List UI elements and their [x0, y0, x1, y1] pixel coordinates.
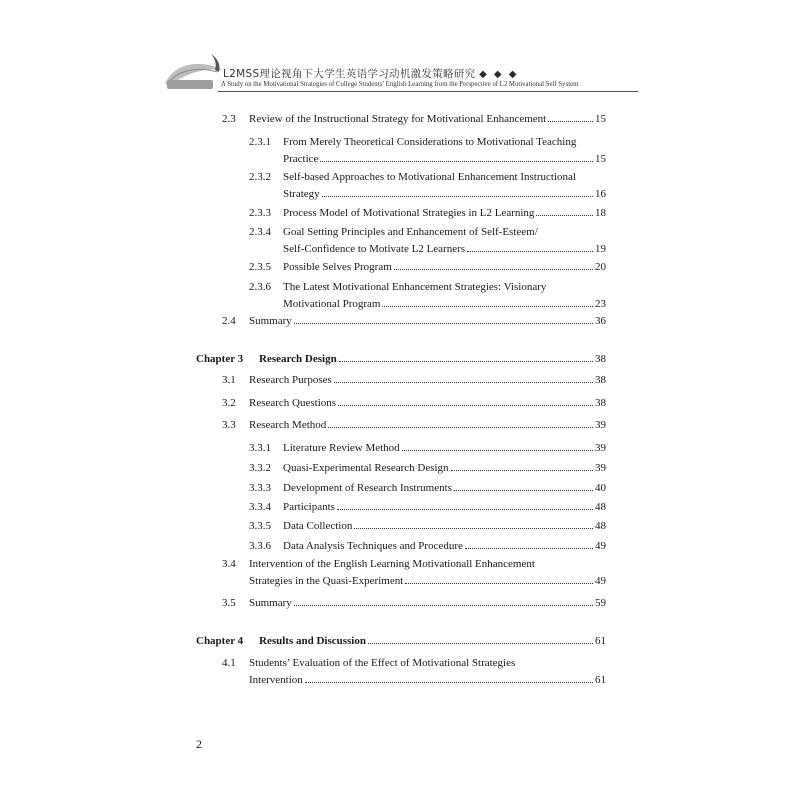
toc-chapter-entry [196, 351, 606, 368]
toc-dot-leader [305, 681, 593, 683]
toc-page-number: 49 [595, 540, 606, 552]
toc-number: 3.5 [222, 597, 236, 609]
toc-title: Participants [283, 501, 335, 513]
toc-entry [222, 595, 606, 612]
toc-dot-leader [394, 268, 593, 270]
toc-number: Chapter 3 [196, 353, 244, 365]
toc-line [249, 186, 606, 203]
toc-line [249, 279, 606, 296]
toc-page-number: 39 [595, 442, 606, 454]
toc-entry [222, 417, 606, 434]
toc-title: Review of the Instructional Strategy for Motivational Enhancement [249, 113, 547, 125]
toc-title: Process Model of Motivational Strategies in L2 Learning [283, 207, 535, 219]
toc-number: 3.3.1 [249, 442, 271, 454]
toc-number: 2.3.2 [249, 171, 271, 183]
header-title-cn-text: L2MSS理论视角下大学生英语学习动机激发策略研究 [223, 68, 476, 80]
toc-page-number: 39 [595, 419, 606, 431]
toc-number: 2.3.5 [249, 261, 271, 273]
toc-line [249, 205, 606, 222]
toc-entry [249, 440, 606, 457]
toc-dot-leader [451, 469, 593, 471]
toc-entry [249, 518, 606, 535]
toc-entry [222, 655, 606, 689]
toc-line [249, 460, 606, 477]
toc-entry [222, 556, 606, 590]
toc-line [249, 296, 606, 313]
toc-title: Data Collection [283, 520, 353, 532]
toc-line [249, 169, 606, 186]
toc-dot-leader [337, 508, 593, 510]
toc-line [222, 417, 606, 434]
toc-page-number: 18 [595, 207, 606, 219]
page-number: 2 [196, 737, 202, 751]
toc-line [249, 241, 606, 258]
toc-title: Results and Discussion [259, 635, 366, 647]
toc-page-number: 16 [595, 188, 606, 200]
toc-line [249, 499, 606, 516]
toc-line [249, 151, 606, 168]
toc-line [222, 655, 606, 672]
toc-dot-leader [402, 449, 593, 451]
toc-page-number: 15 [595, 153, 606, 165]
toc-line [249, 518, 606, 535]
toc-title: Data Analysis Techniques and Procedure [283, 540, 463, 552]
toc-dot-leader [294, 604, 593, 606]
toc-title: From Merely Theoretical Considerations to Motivational Teaching [283, 136, 577, 148]
toc-chapter-entry [196, 633, 606, 650]
toc-dot-leader [548, 120, 593, 122]
toc-page-number: 61 [595, 674, 606, 686]
toc-dot-leader [454, 489, 593, 491]
toc-line [249, 538, 606, 555]
toc-page-number: 23 [595, 298, 606, 310]
toc-line [249, 134, 606, 151]
toc-line [222, 372, 606, 389]
toc-title: Summary [249, 597, 292, 609]
toc-number: 2.3.6 [249, 281, 271, 293]
toc-dot-leader [368, 642, 593, 644]
toc-title: Intervention of the English Learning Motivationall Enhancement [249, 558, 535, 570]
toc-page-number: 20 [595, 261, 606, 273]
toc-title: Research Method [249, 419, 327, 431]
toc-line [249, 480, 606, 497]
toc-entry [249, 259, 606, 276]
toc-entry [249, 169, 606, 203]
toc-line [196, 351, 606, 368]
toc-dot-leader [465, 547, 593, 549]
toc-line [222, 556, 606, 573]
toc-dot-leader [536, 214, 593, 216]
toc-entry [249, 480, 606, 497]
toc-dot-leader [338, 404, 593, 406]
toc-number: 2.3.3 [249, 207, 271, 219]
toc-title: Possible Selves Program [283, 261, 392, 273]
toc-entry [222, 111, 606, 128]
toc-title: Intervention [249, 674, 303, 686]
toc-number: 3.4 [222, 558, 236, 570]
toc-dot-leader [294, 322, 593, 324]
toc-number: 3.1 [222, 374, 236, 386]
toc-title: Research Purposes [249, 374, 332, 386]
toc-dot-leader [467, 250, 593, 252]
toc-title: Self-Confidence to Motivate L2 Learners [283, 243, 466, 255]
toc-title: Self-based Approaches to Motivational Enhancement Instructional [283, 171, 576, 183]
toc-title: Development of Research Instruments [283, 482, 452, 494]
toc-dot-leader [339, 360, 593, 362]
toc-line [222, 595, 606, 612]
toc-page-number: 40 [595, 482, 606, 494]
toc-page-number: 61 [595, 635, 606, 647]
toc-entry [249, 205, 606, 222]
toc-line [249, 224, 606, 241]
toc-number: 2.4 [222, 315, 236, 327]
toc-entry [249, 460, 606, 477]
toc-entry [249, 134, 606, 168]
toc-line [222, 395, 606, 412]
toc-line [222, 313, 606, 330]
toc-title: Goal Setting Principles and Enhancement of Self-Esteem/ [283, 226, 538, 238]
toc-number: 2.3.1 [249, 136, 271, 148]
toc-number: 3.3.3 [249, 482, 271, 494]
toc-page-number: 38 [595, 397, 606, 409]
toc-page-number: 48 [595, 501, 606, 513]
toc-entry [249, 224, 606, 258]
toc-title: The Latest Motivational Enhancement Strategies: Visionary [283, 281, 547, 293]
toc-title: Research Questions [249, 397, 337, 409]
toc-page-number: 59 [595, 597, 606, 609]
toc-number: 3.3 [222, 419, 236, 431]
toc-entry [222, 372, 606, 389]
toc-entry [249, 538, 606, 555]
toc-number: 2.3.4 [249, 226, 271, 238]
toc-number: 3.3.2 [249, 462, 271, 474]
toc-line [222, 573, 606, 590]
toc-line [222, 672, 606, 689]
toc-title: Summary [249, 315, 292, 327]
toc-title: Quasi-Experimental Research Design [283, 462, 449, 474]
toc-line [249, 259, 606, 276]
toc-title: Students’ Evaluation of the Effect of Motivational Strategies [249, 657, 516, 669]
toc-number: 2.3 [222, 113, 236, 125]
toc-dot-leader [354, 527, 593, 529]
toc-dot-leader [334, 381, 593, 383]
toc-line [196, 633, 606, 650]
toc-entry [222, 313, 606, 330]
toc-entry [249, 499, 606, 516]
book-feather-logo-icon [163, 50, 227, 90]
toc-title: Research Design [259, 353, 337, 365]
toc-entry [222, 395, 606, 412]
toc-number: 3.3.5 [249, 520, 271, 532]
toc-line [249, 440, 606, 457]
toc-number: 3.2 [222, 397, 236, 409]
toc-page-number: 38 [595, 353, 606, 365]
toc-number: Chapter 4 [196, 635, 244, 647]
toc-title: Literature Review Method [283, 442, 400, 454]
toc-dot-leader [320, 160, 593, 162]
toc-page-number: 38 [595, 374, 606, 386]
header-divider [218, 91, 638, 92]
toc-title: Motivational Program [283, 298, 381, 310]
toc-title: Strategies in the Quasi-Experiment [249, 575, 404, 587]
toc-page-number: 19 [595, 243, 606, 255]
toc-page-number: 15 [595, 113, 606, 125]
toc-number: 3.3.6 [249, 540, 271, 552]
toc-page-number: 39 [595, 462, 606, 474]
header-diamond-icons: ◆ ◆ ◆ [479, 69, 519, 80]
toc-dot-leader [382, 305, 593, 307]
toc-number: 3.3.4 [249, 501, 271, 513]
toc-number: 4.1 [222, 657, 236, 669]
header-subtitle-en: A Study on the Motivational Strategies of College Students’ English Learning from the Perspective of L2 Motivational Self System [221, 81, 579, 88]
toc-page-number: 48 [595, 520, 606, 532]
toc-line [222, 111, 606, 128]
toc-dot-leader [328, 426, 593, 428]
toc-title: Strategy [283, 188, 320, 200]
toc-dot-leader [405, 582, 593, 584]
header-title-cn [223, 66, 519, 81]
toc-entry [249, 279, 606, 313]
toc-page-number: 36 [595, 315, 606, 327]
toc-page-number: 49 [595, 575, 606, 587]
toc-title: Practice [283, 153, 319, 165]
running-header [163, 50, 633, 92]
toc-dot-leader [322, 195, 593, 197]
